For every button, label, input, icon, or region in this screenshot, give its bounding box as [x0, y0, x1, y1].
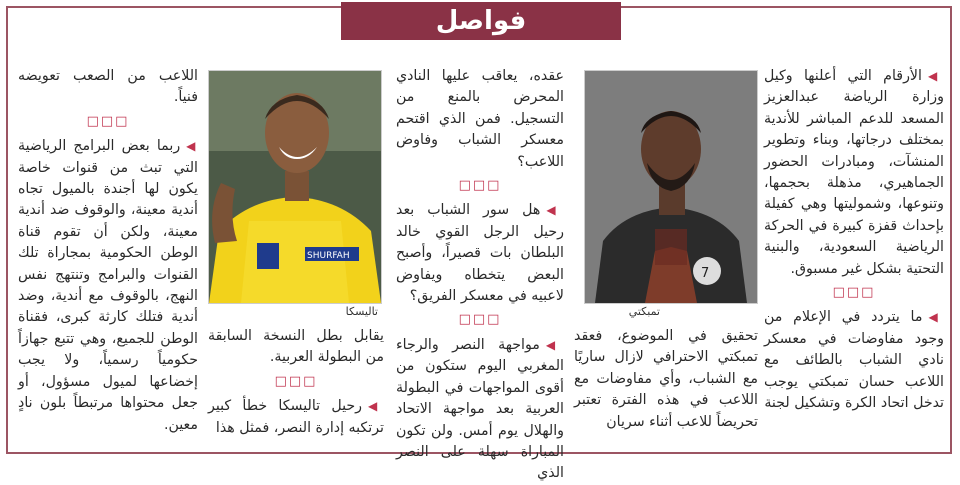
svg-text:SHURFAH: SHURFAH	[307, 251, 350, 261]
photo-talisca	[208, 70, 382, 304]
paragraph: تحقيق في الموضوع، فعقد تمبكتي الاحترافي لازال ساريًا مع الشباب، وأي مفاوضات مع اللاعب في هذه الفترة تعتبر تحريضاً للاعب أثناء سريان	[574, 328, 758, 430]
paragraph: يقابل بطل النسخة السابقة من البطولة العربية.	[208, 328, 384, 366]
player-portrait-icon	[585, 71, 757, 303]
arrow-bullet-icon: ◀	[927, 69, 944, 83]
arrow-bullet-icon: ◀	[545, 337, 564, 352]
paragraph: ◀ما يتردد في الإعلام من وجود مفاوضات في معسكر نادي الشباب بالطائف مع اللاعب حسان تمبكتي يوجب تدخل اتحاد الكرة وتشكيل لجنة	[764, 309, 944, 412]
column-4	[208, 326, 384, 439]
column-5	[18, 66, 198, 436]
arrow-bullet-icon: ◀	[546, 203, 564, 218]
paragraph: عقده، يعاقب عليها النادي المحرض بالمنع من التسجيل. فمن الذي اقتحم معسكر الشباب وفاوض اللاعب؟	[396, 68, 564, 170]
column-2	[574, 326, 758, 433]
paragraph: ◀ربما بعض البرامج الرياضية التي تبث من قنوات خاصة يكون لها أجندة بالميول تجاه أندية معينة، والوقوف ضد أندية معينة، ولكن أن تقوم قناة الوطن الحكومية بمجاراة تلك القنوات والبرامج وتنتهج نفس النهج، بالوقوف مع أندية، وضد أندية فتلك كارثة كبرى، فقناة الوطن للجميع، وهي تتبع جهازاً حكومياً رسمياً، ولا يجب إخضاعها لميول مسؤول، أو جعل محتواها مرتبطاً بلون نادٍ معين.	[18, 138, 198, 433]
paragraph: ◀مواجهة النصر والرجاء المغربي اليوم ستكون من أقوى المواجهات في البطولة العربية بعد مواجهة الاتحاد والهلال يوم أمس. ولن تكون المباراة سهلة على النصر الذي	[396, 336, 564, 482]
separator: □□□	[86, 113, 130, 129]
paragraph: ◀هل سور الشباب بعد رحيل الرجل القوي خالد البلطان بات قصيراً، وأصبح البعض يتخطاه ويفاوض لاعبيه في معسكر الفريق؟	[396, 202, 564, 305]
svg-text:7: 7	[701, 266, 710, 281]
column-1	[764, 66, 944, 415]
paragraph: ◀رحيل تاليسكا خطأ كبير ترتكبه إدارة النصر، فمثل هذا	[208, 398, 384, 436]
separator: □□□	[274, 373, 318, 389]
arrow-bullet-icon: ◀	[186, 139, 198, 154]
arrow-bullet-icon: ◀	[368, 399, 384, 414]
arrow-bullet-icon: ◀	[928, 310, 944, 325]
photo-caption: تمبكتي	[628, 305, 660, 318]
separator: □□□	[832, 285, 876, 301]
photo-tambakti	[584, 70, 758, 304]
player-portrait-icon	[209, 71, 381, 303]
section-title: فواصل	[341, 2, 621, 40]
paragraph: ◀الأرقام التي أعلنها وكيل وزارة الرياضة عبدالعزيز المسعد للدعم المباشر للأندية بمختلف درجاتها، وبناء وتطوير المنشآت، ومبادرات الحضور الجماهيري، مذهلة بحجمها، وتنوعها، وشموليتها وهي كفيلة بإحداث قفزة كبيرة في الحركة الرياضية السعودية، والبنية التحتية بشكل غير مسبوق.	[764, 68, 944, 277]
paragraph: اللاعب من الصعب تعويضه فنياً.	[18, 68, 198, 106]
separator: □□□	[458, 312, 502, 328]
separator: □□□	[458, 178, 502, 194]
column-3	[396, 66, 564, 485]
photo-caption: تاليسكا	[345, 305, 378, 318]
